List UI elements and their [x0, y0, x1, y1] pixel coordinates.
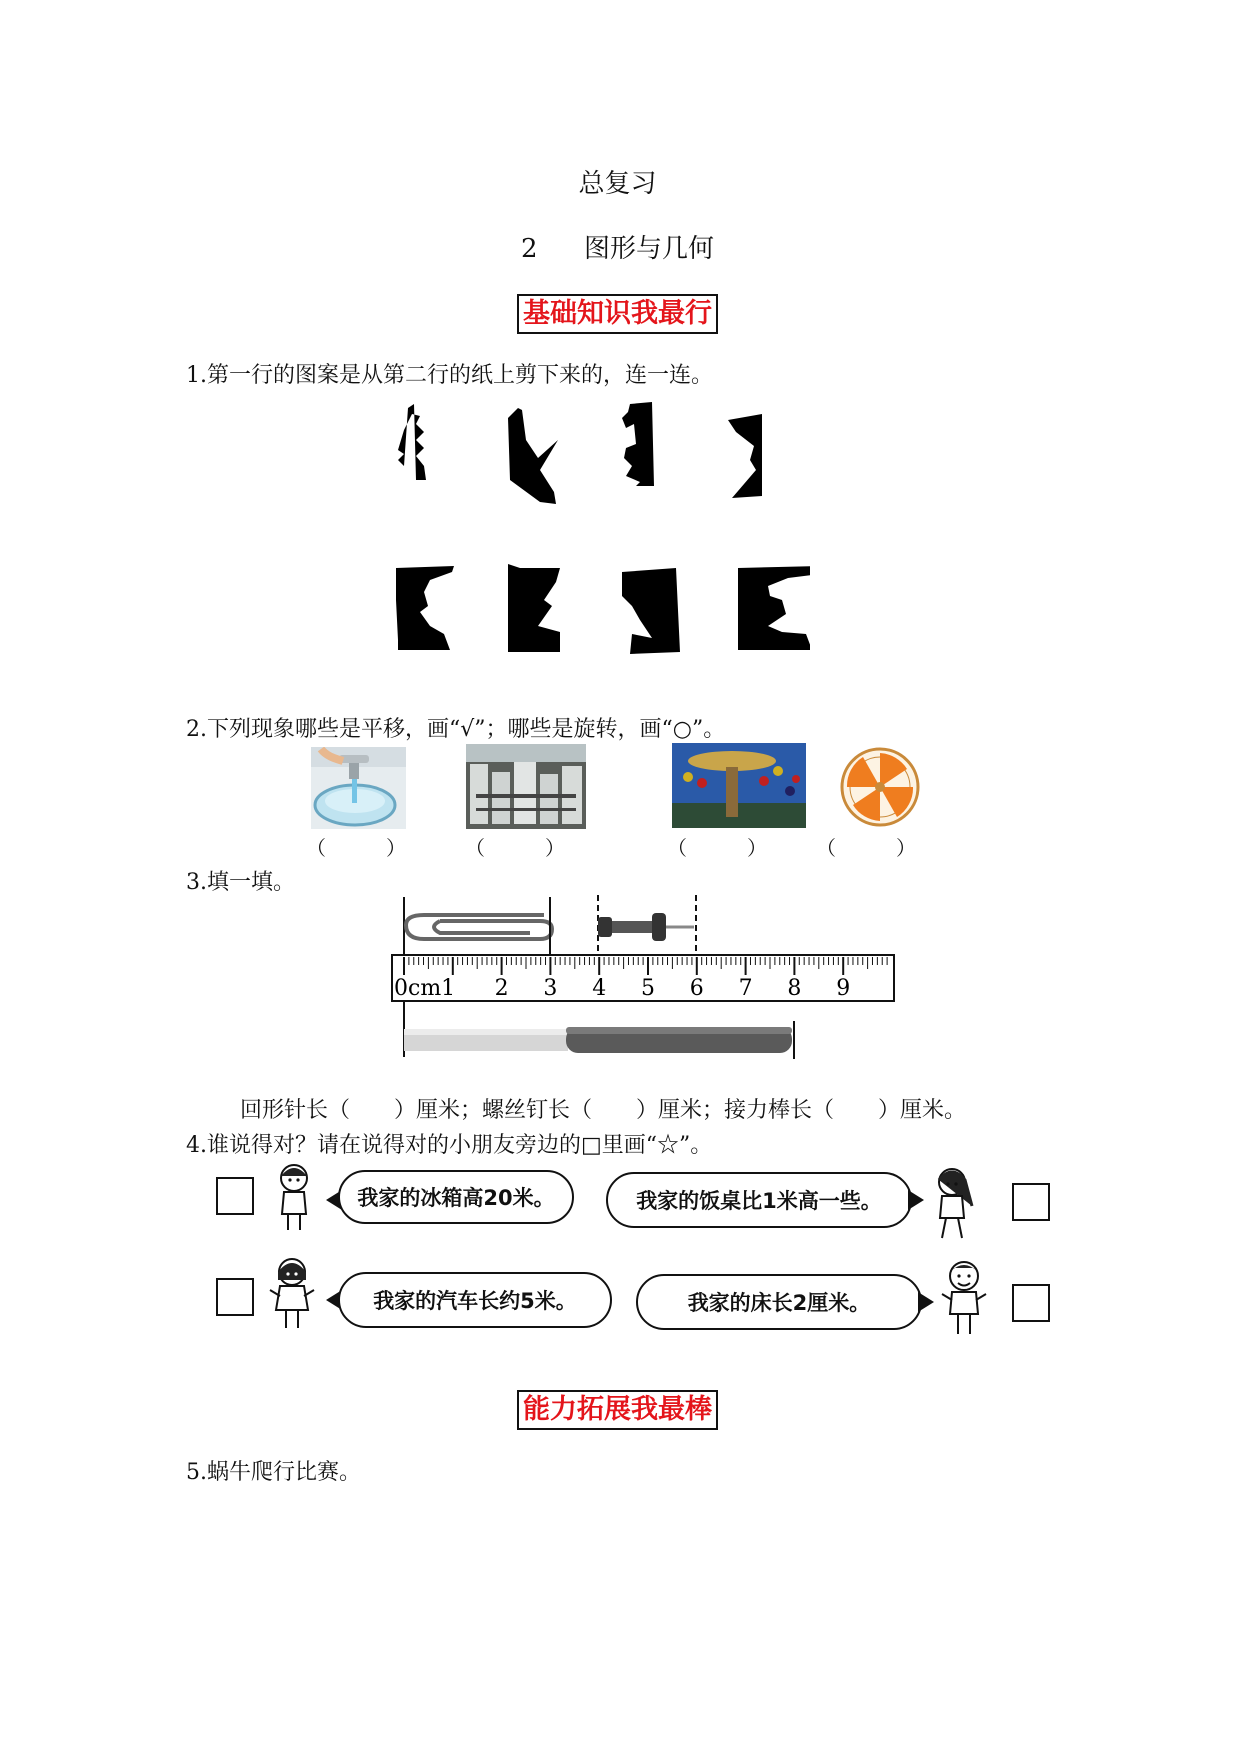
speech-bubble-3: 我家的汽车长约5米。: [338, 1272, 612, 1328]
cutout-piece-1: [398, 404, 426, 480]
section-advanced-wrap: [0, 1390, 1235, 1430]
section-basic-header: 基础知识我最行: [517, 294, 718, 334]
paperclip-icon: [406, 915, 552, 939]
answer-box-2[interactable]: [1012, 1183, 1050, 1221]
faucet-icon: [311, 747, 406, 829]
answer-paren-2[interactable]: （ ）: [465, 836, 565, 860]
unit-number: 2: [520, 234, 538, 264]
paper-sheet-4: [738, 566, 810, 650]
section-advanced-header: 能力拓展我最棒: [517, 1390, 718, 1430]
elevator-icon: [466, 744, 586, 829]
speech-bubble-4: 我家的床长2厘米。: [636, 1274, 922, 1330]
question-1: 1.第一行的图案是从第二行的纸上剪下来的，连一连。: [186, 363, 713, 388]
paper-sheet-1: [396, 566, 454, 650]
ruler-label: 7: [738, 976, 753, 1001]
answer-box-1[interactable]: [216, 1177, 254, 1215]
girl-icon-3: [266, 1256, 320, 1332]
cutout-shapes: [390, 400, 810, 670]
girl-icon-2: [928, 1166, 978, 1242]
ruler-label: 2: [494, 976, 509, 1001]
ruler-label: 6: [689, 976, 704, 1001]
speech-bubble-1: 我家的冰箱高20米。: [338, 1170, 574, 1224]
fan-icon: [835, 745, 925, 830]
unit-name: 图形与几何: [584, 234, 715, 264]
swing-ride-icon: [672, 743, 806, 828]
speech-bubble-2: 我家的饭桌比1米高一些。: [606, 1172, 912, 1228]
ruler-label: 9: [836, 976, 851, 1001]
paper-sheet-3: [622, 568, 680, 654]
ruler-label: 0cm1: [394, 976, 456, 1001]
answer-box-3[interactable]: [216, 1278, 254, 1316]
cutout-piece-4: [728, 414, 762, 498]
answer-paren-4[interactable]: （ ）: [816, 836, 916, 860]
answer-box-4[interactable]: [1012, 1284, 1050, 1322]
section-basic-wrap: [0, 294, 1235, 334]
answer-paren-3[interactable]: （ ）: [667, 836, 767, 860]
paper-sheet-2: [508, 564, 560, 652]
page-title: 总复习: [578, 169, 657, 199]
ruler-figure: [390, 893, 900, 1065]
ruler-label: 5: [641, 976, 655, 1001]
question-5: 5.蜗牛爬行比赛。: [186, 1460, 361, 1485]
ruler-label: 8: [787, 976, 802, 1001]
boy-icon: [938, 1258, 990, 1338]
baton-icon: [404, 1027, 792, 1053]
cutout-piece-3: [622, 402, 654, 486]
girl-icon-1: [270, 1162, 320, 1234]
cutout-piece-2: [508, 408, 558, 504]
ruler-label: 4: [592, 976, 607, 1001]
answer-paren-1[interactable]: （ ）: [306, 836, 406, 860]
question-2: 2.下列现象哪些是平移，画“√”；哪些是旋转，画“○”。: [186, 717, 726, 742]
page-subtitle: [0, 228, 1235, 265]
question-3: 3.填一填。: [186, 870, 295, 895]
question-3-fill: 回形针长（ ）厘米；螺丝钉长（ ）厘米；接力棒长（ ）厘米。: [240, 1098, 967, 1123]
ruler-label: 3: [543, 976, 558, 1001]
question-4: 4.谁说得对？请在说得对的小朋友旁边的□里画“☆”。: [186, 1133, 713, 1158]
